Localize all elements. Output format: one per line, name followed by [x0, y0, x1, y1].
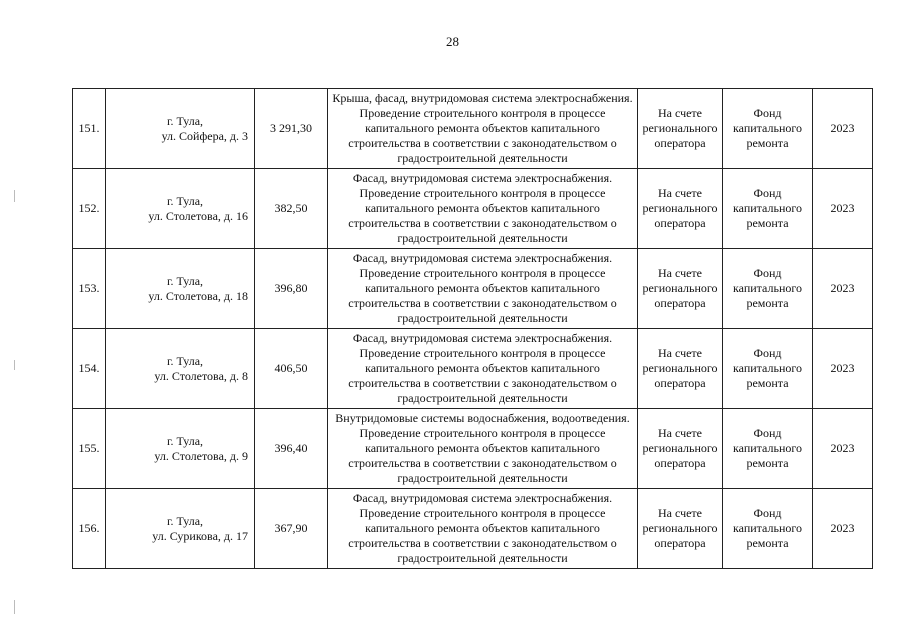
- address-street: ул. Сойфера, д. 3: [161, 128, 248, 143]
- address-city: г. Тула,: [166, 353, 204, 368]
- account-text-line: На счете: [657, 426, 702, 440]
- area-cell: [255, 169, 328, 249]
- account-cell: [638, 89, 723, 169]
- area-value: 406,50: [274, 361, 308, 375]
- works-description: Фасад, внутридомовая система электроснабжения. Проведение строительного контроля в процессе капитального ремонта объектов капитального строительства в соответствии с законодательством о градостроительной деятельности: [348, 171, 617, 245]
- year-cell: [813, 409, 873, 489]
- account-cell: [638, 329, 723, 409]
- funding-source-cell: [723, 249, 813, 329]
- table-row: [73, 489, 873, 569]
- row-number-cell: [73, 489, 106, 569]
- account-text-line: оператора: [654, 136, 706, 150]
- table-body: [73, 89, 873, 569]
- address-street: ул. Столетова, д. 9: [154, 448, 248, 463]
- account-text-line: оператора: [654, 296, 706, 310]
- account-text-line: оператора: [654, 536, 706, 550]
- row-number: 153.: [78, 281, 100, 295]
- account-text-line: регионального: [642, 201, 718, 215]
- account-text-line: регионального: [642, 121, 718, 135]
- year-value: 2023: [830, 121, 855, 135]
- address-street: ул. Столетова, д. 18: [148, 288, 248, 303]
- funding-source-line: капитального: [733, 521, 802, 535]
- address-city: г. Тула,: [166, 193, 204, 208]
- works-cell: [328, 89, 638, 169]
- funding-source-line: капитального: [733, 121, 802, 135]
- year-value: 2023: [830, 201, 855, 215]
- account-text-line: регионального: [642, 441, 718, 455]
- funding-source-line: Фонд: [753, 266, 782, 280]
- account-text-line: На счете: [657, 266, 702, 280]
- funding-source-cell: [723, 489, 813, 569]
- table-row: [73, 169, 873, 249]
- scan-mark: [14, 600, 15, 614]
- account-text-line: На счете: [657, 186, 702, 200]
- row-number-cell: [73, 89, 106, 169]
- address-city: г. Тула,: [166, 273, 204, 288]
- works-cell: [328, 249, 638, 329]
- area-cell: [255, 409, 328, 489]
- funding-source-line: капитального: [733, 201, 802, 215]
- funding-source-line: Фонд: [753, 186, 782, 200]
- account-cell: [638, 169, 723, 249]
- year-cell: [813, 169, 873, 249]
- year-value: 2023: [830, 441, 855, 455]
- funding-source-line: Фонд: [753, 346, 782, 360]
- account-text-line: регионального: [642, 521, 718, 535]
- row-number: 156.: [78, 521, 100, 535]
- year-cell: [813, 489, 873, 569]
- works-cell: [328, 409, 638, 489]
- area-value: 396,80: [274, 281, 308, 295]
- address-cell: [106, 489, 255, 569]
- works-description: Внутридомовые системы водоснабжения, водоотведения. Проведение строительного контроля в процессе капитального ремонта объектов капитального строительства в соответствии с законодательством о градостроительной деятельности: [335, 411, 630, 485]
- row-number-cell: [73, 409, 106, 489]
- row-number: 155.: [78, 441, 100, 455]
- funding-source-line: Фонд: [753, 106, 782, 120]
- funding-source-line: Фонд: [753, 506, 782, 520]
- funding-source-line: ремонта: [746, 296, 789, 310]
- address-cell: [106, 169, 255, 249]
- area-cell: [255, 89, 328, 169]
- works-cell: [328, 169, 638, 249]
- area-cell: [255, 329, 328, 409]
- page-number: 28: [446, 34, 459, 49]
- account-cell: [638, 489, 723, 569]
- year-value: 2023: [830, 281, 855, 295]
- works-description: Фасад, внутридомовая система электроснабжения. Проведение строительного контроля в процессе капитального ремонта объектов капитального строительства в соответствии с законодательством о градостроительной деятельности: [348, 331, 617, 405]
- works-cell: [328, 329, 638, 409]
- row-number: 151.: [78, 121, 100, 135]
- area-value: 367,90: [274, 521, 308, 535]
- address-cell: [106, 409, 255, 489]
- works-cell: [328, 489, 638, 569]
- funding-source-line: ремонта: [746, 216, 789, 230]
- year-value: 2023: [830, 521, 855, 535]
- address-cell: [106, 249, 255, 329]
- funding-source-line: Фонд: [753, 426, 782, 440]
- address-street: ул. Сурикова, д. 17: [152, 528, 248, 543]
- row-number-cell: [73, 329, 106, 409]
- area-value: 396,40: [274, 441, 308, 455]
- area-cell: [255, 489, 328, 569]
- account-text-line: На счете: [657, 506, 702, 520]
- row-number-cell: [73, 249, 106, 329]
- account-text-line: оператора: [654, 376, 706, 390]
- address-street: ул. Столетова, д. 8: [154, 368, 248, 383]
- area-cell: [255, 249, 328, 329]
- account-text-line: регионального: [642, 281, 718, 295]
- funding-source-cell: [723, 89, 813, 169]
- area-value: 382,50: [274, 201, 308, 215]
- account-text-line: На счете: [657, 346, 702, 360]
- address-city: г. Тула,: [166, 433, 204, 448]
- address-cell: [106, 89, 255, 169]
- repair-registry-table: [72, 88, 873, 569]
- account-cell: [638, 249, 723, 329]
- area-value: 3 291,30: [270, 121, 312, 135]
- address-street: ул. Столетова, д. 16: [148, 208, 248, 223]
- address-city: г. Тула,: [166, 113, 204, 128]
- table-row: [73, 409, 873, 489]
- funding-source-cell: [723, 409, 813, 489]
- funding-source-line: капитального: [733, 281, 802, 295]
- account-text-line: На счете: [657, 106, 702, 120]
- funding-source-line: ремонта: [746, 536, 789, 550]
- works-description: Крыша, фасад, внутридомовая система электроснабжения. Проведение строительного контроля в процессе капитального ремонта объектов капитального строительства в соответствии с законодательством о градостроительной деятельности: [332, 91, 633, 165]
- row-number-cell: [73, 169, 106, 249]
- account-text-line: оператора: [654, 456, 706, 470]
- year-cell: [813, 329, 873, 409]
- works-description: Фасад, внутридомовая система электроснабжения. Проведение строительного контроля в процессе капитального ремонта объектов капитального строительства в соответствии с законодательством о градостроительной деятельности: [348, 251, 617, 325]
- funding-source-line: капитального: [733, 361, 802, 375]
- row-number: 154.: [78, 361, 100, 375]
- funding-source-cell: [723, 329, 813, 409]
- address-cell: [106, 329, 255, 409]
- funding-source-cell: [723, 169, 813, 249]
- funding-source-line: ремонта: [746, 376, 789, 390]
- funding-source-line: капитального: [733, 441, 802, 455]
- works-description: Фасад, внутридомовая система электроснабжения. Проведение строительного контроля в процессе капитального ремонта объектов капитального строительства в соответствии с законодательством о градостроительной деятельности: [348, 491, 617, 565]
- account-text-line: регионального: [642, 361, 718, 375]
- year-cell: [813, 89, 873, 169]
- year-cell: [813, 249, 873, 329]
- table-row: [73, 329, 873, 409]
- funding-source-line: ремонта: [746, 136, 789, 150]
- account-text-line: оператора: [654, 216, 706, 230]
- row-number: 152.: [78, 201, 100, 215]
- year-value: 2023: [830, 361, 855, 375]
- address-city: г. Тула,: [166, 513, 204, 528]
- table-row: [73, 249, 873, 329]
- account-cell: [638, 409, 723, 489]
- scan-mark: [14, 360, 15, 370]
- scan-mark: [14, 190, 15, 202]
- funding-source-line: ремонта: [746, 456, 789, 470]
- table-row: [73, 89, 873, 169]
